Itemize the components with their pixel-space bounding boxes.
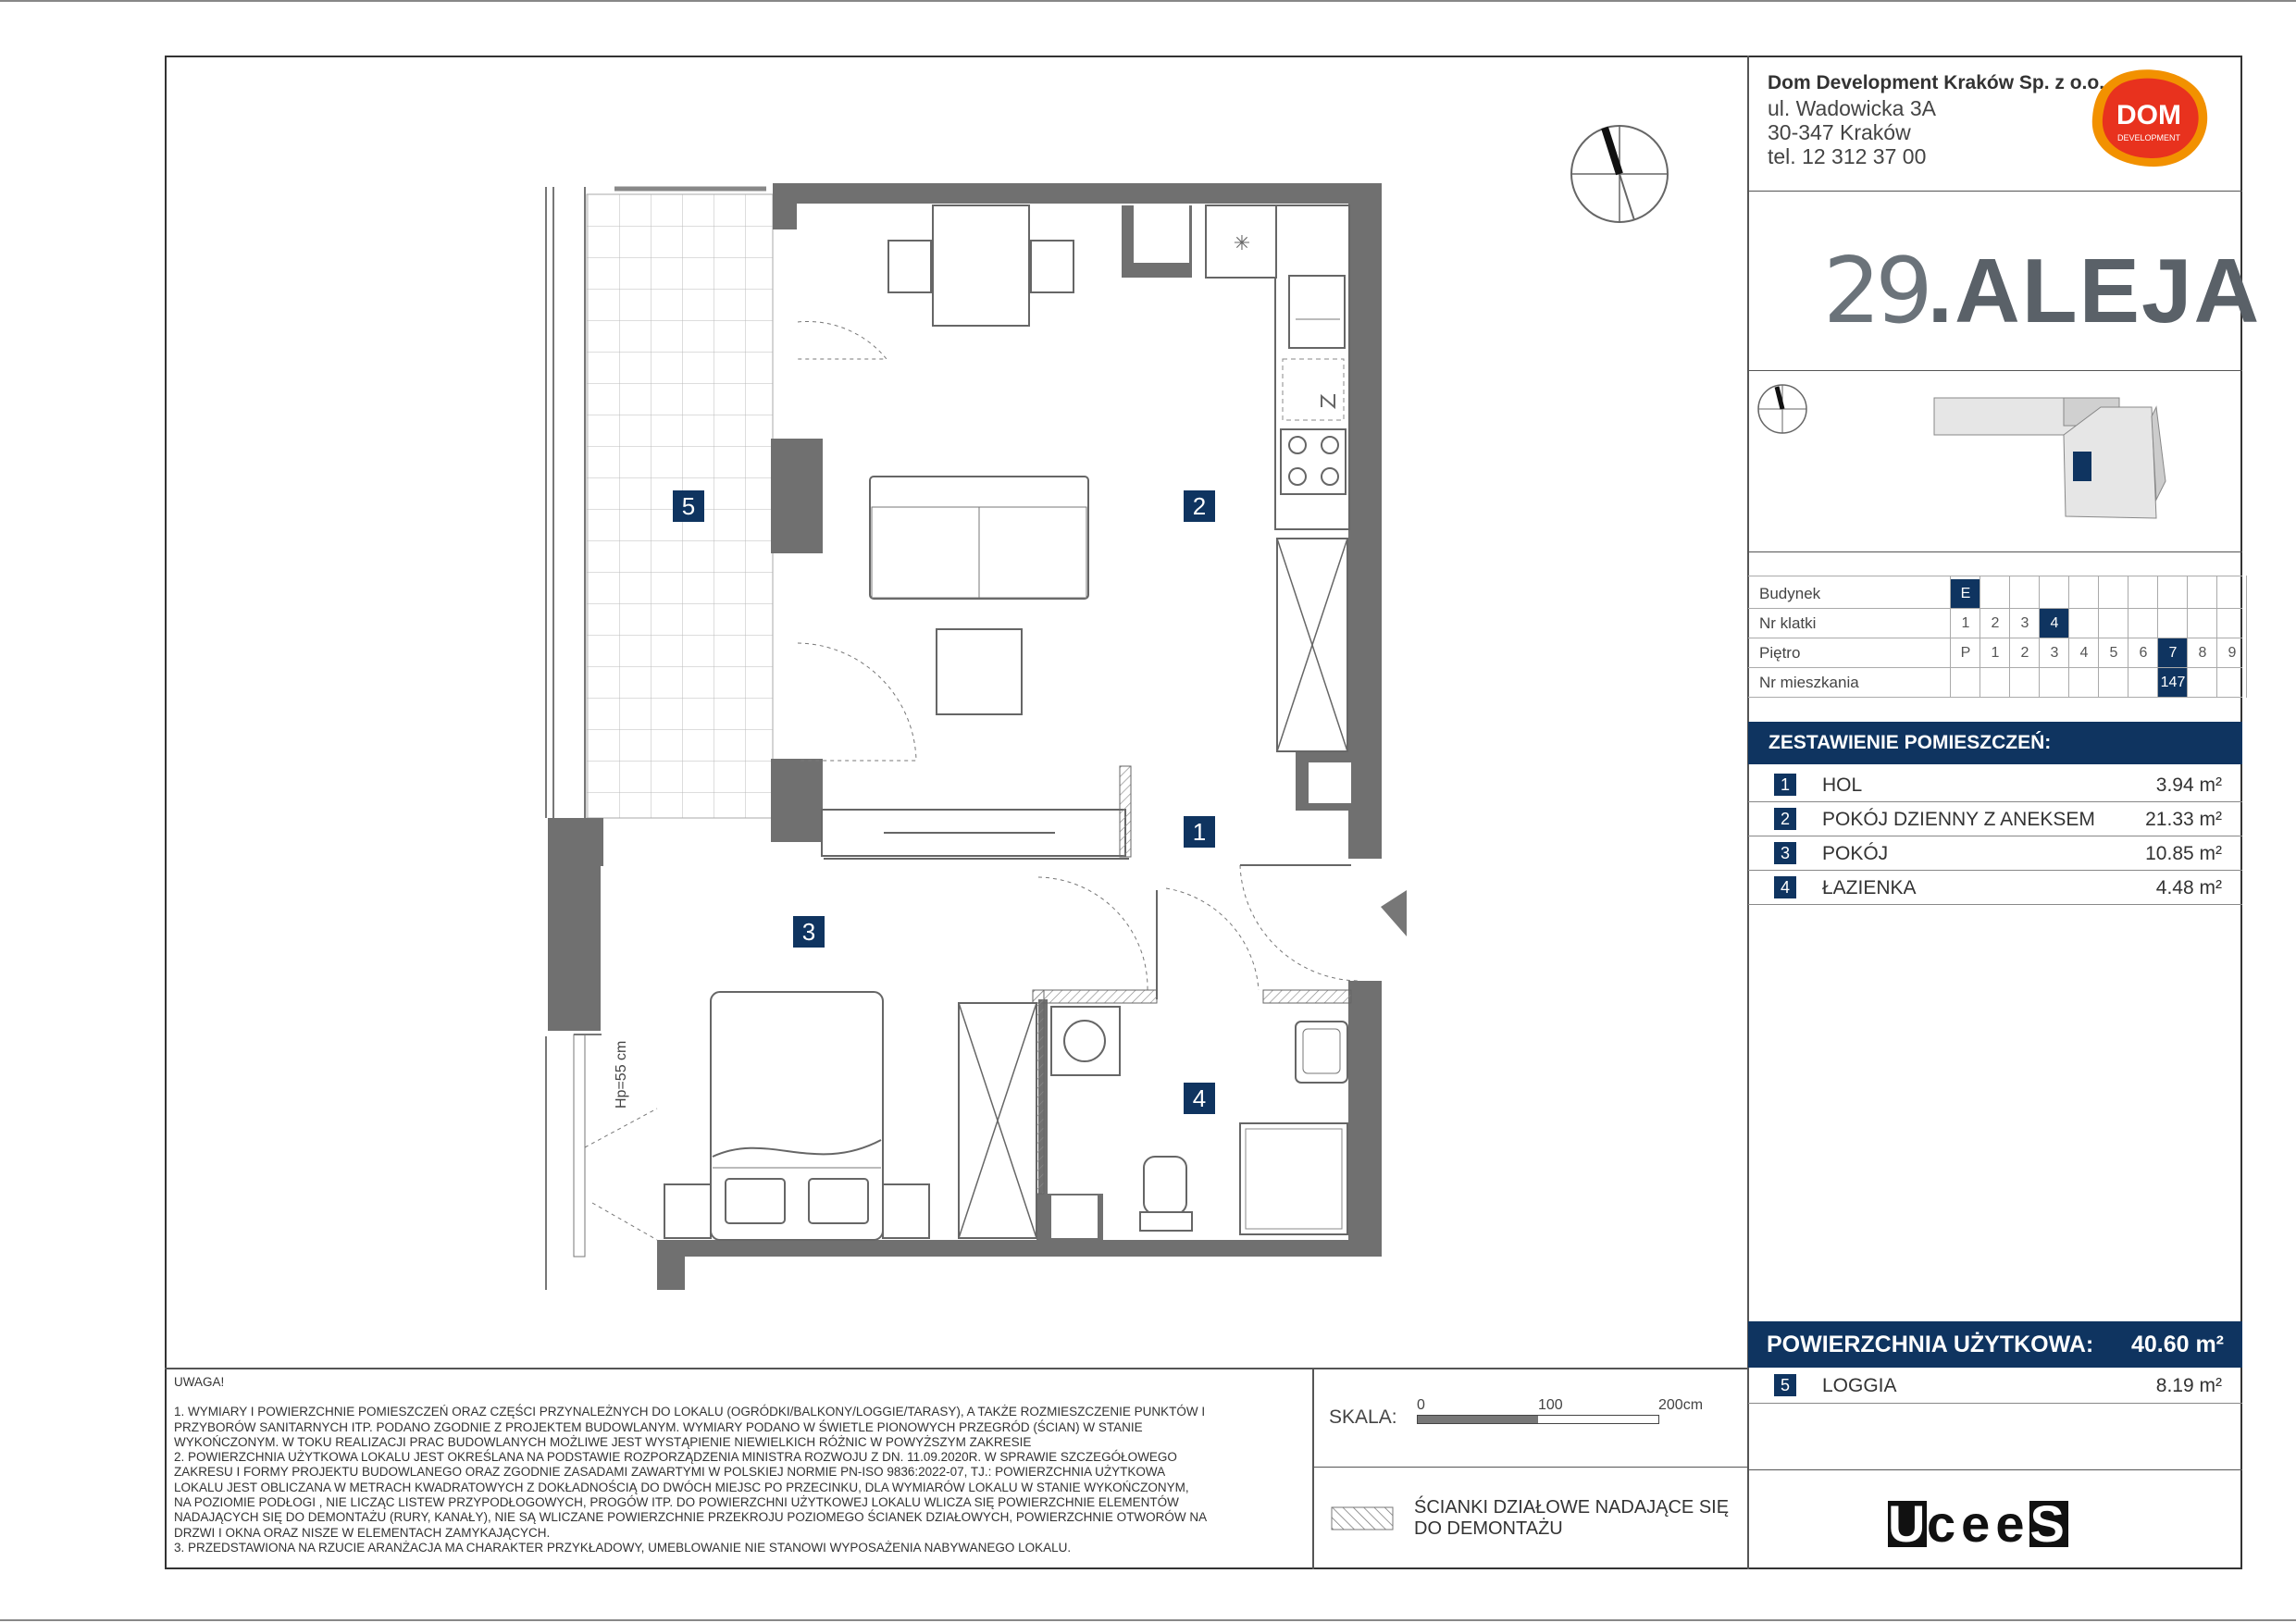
room-number: 4 <box>1774 876 1796 898</box>
room-number: 3 <box>1774 842 1796 864</box>
legend-text-2: DO DEMONTAŻU <box>1414 1518 1563 1539</box>
location-grid-cell: 8 <box>2187 638 2217 667</box>
project-word: ALEJA <box>1954 240 2262 341</box>
notes-line: 3. PRZEDSTAWIONA NA RZUCIE ARANŻACJA MA CHARAKTER PRZYKŁADOWY, UMEBLOWANIE NIE STANOWI WYPOSAŻENIA NABYWANEGO LOKALU. <box>174 1540 1072 1555</box>
location-grid-cell: 147 <box>2157 668 2188 697</box>
site-key-plan <box>1934 398 2166 518</box>
plan-label-room-1: 1 <box>1184 816 1215 848</box>
location-grid-label: Nr klatki <box>1759 614 1817 632</box>
room-name: POKÓJ <box>1822 843 1889 864</box>
notes-line: PRZYBORÓW SANITARNYCH ITP. PODANO ZGODNIE Z PROJEKTEM BUDOWLANYM. WYMIARY PODANO W ŚWIETLE PIONOWYCH PRZEGRÓD (ŚCIAN) W STANIE <box>174 1419 1143 1434</box>
loggia-name: LOGGIA <box>1822 1375 1897 1396</box>
location-grid-cell: 1 <box>1950 609 1980 638</box>
location-grid-cell: 1 <box>1980 638 2010 667</box>
room-area: 3.94 m² <box>2155 774 2222 796</box>
scale-tick-200: 200cm <box>1658 1397 1704 1413</box>
company-phone: tel. 12 312 37 00 <box>1768 144 1927 168</box>
logo-text-sub: DEVELOPMENT <box>2116 133 2181 142</box>
project-dot: . <box>1927 240 1955 341</box>
ucees-letter-c: c <box>1927 1494 1962 1553</box>
location-grid-cell: 4 <box>2039 609 2069 638</box>
location-grid-cell: 4 <box>2068 638 2099 667</box>
location-grid-label: Nr mieszkania <box>1759 674 1859 691</box>
notes-line: 1. WYMIARY I POWIERZCHNIE POMIESZCZEŃ ORAZ CZĘŚCI PRZYNALEŻNYCH DO LOKALU (OGRÓDKI/BALKONY/LOGGIE/TARASY), A TAKŻE ROZMIESZCZENIE PUNKTÓW I <box>174 1405 1206 1419</box>
svg-text:✳: ✳ <box>1233 231 1251 254</box>
rooms-header: ZESTAWIENIE POMIESZCZEŃ: <box>1748 722 2242 764</box>
notes-title: UWAGA! <box>174 1375 225 1389</box>
location-grid-label: Budynek <box>1759 585 1821 602</box>
room-name: HOL <box>1822 774 1863 796</box>
room-name: ŁAZIENKA <box>1822 877 1917 898</box>
logo-text-main: DOM <box>2116 100 2181 130</box>
ucees-letter-u: U <box>1888 1494 1931 1553</box>
location-grid-cell: 3 <box>2009 609 2040 638</box>
plan-label-room-2: 2 <box>1184 490 1215 522</box>
scale-tick-0: 0 <box>1417 1397 1425 1413</box>
loggia-number: 5 <box>1774 1374 1796 1396</box>
window-note: Hp=55 cm <box>614 1040 629 1109</box>
room-name: POKÓJ DZIENNY Z ANEKSEM <box>1822 809 2095 830</box>
location-grid-cell: 2 <box>2009 638 2040 667</box>
company-city: 30-347 Kraków <box>1768 120 1911 144</box>
plan-label-room-4: 4 <box>1184 1083 1215 1114</box>
legend-text-1: ŚCIANKI DZIAŁOWE NADAJĄCE SIĘ <box>1414 1497 1730 1518</box>
location-grid-cell: 7 <box>2157 638 2188 667</box>
notes-line: NADAJĄCYCH SIĘ DO DEMONTAŻU (RURY, KANAŁY), NIE SĄ WLICZANE POWIERZCHNIE PRZEKROJU POZIOMEGO ŚCIANEK DZIAŁOWYCH, POWIERZCHNIE OTWORÓW NA <box>174 1510 1208 1525</box>
scale-label: SKALA: <box>1329 1406 1397 1428</box>
ucees-letter-e2: e <box>1995 1494 2030 1553</box>
ucees-letter-e1: e <box>1961 1494 1996 1553</box>
notes-line: WYKOŃCZONYM. W TOKU REALIZACJI PRAC BUDOWLANYCH MOŻLIWE JEST WYSTĄPIENIE NIEWIELKICH RÓŻNIC W POWYŻSZYM ZAKRESIE <box>174 1434 1032 1449</box>
company-street: ul. Wadowicka 3A <box>1768 96 1936 120</box>
room-number: 1 <box>1774 774 1796 796</box>
company-name: Dom Development Kraków Sp. z o.o. <box>1768 72 2105 93</box>
room-area: 10.85 m² <box>2145 843 2222 864</box>
usable-area-value: 40.60 m² <box>2130 1332 2224 1357</box>
entrance-arrow <box>1381 890 1407 936</box>
notes-line: NA POZIOMIE PODŁOGI , NIE LICZĄC LISTEW PRZYPODŁOGOWYCH, PROGÓW ITP. DO POWIERZCHNI UŻYTKOWEJ LOKALU WLICZA SIĘ POWIERZCHNIE ELEMENTÓW <box>174 1495 1179 1510</box>
small-compass <box>1758 385 1806 433</box>
location-grid-cell: E <box>1950 579 1980 608</box>
notes-line: DRZWI I OKNA ORAZ NISZE W ELEMENTACH ZAMYKAJĄCYCH. <box>174 1525 551 1540</box>
notes-line: LOKALU JEST OBLICZANA W METRACH KWADRATOWYCH Z DOKŁADNOŚCIĄ DO DWÓCH MIEJSC PO PRZECINKU, DLA WYMIARÓW LOKALU W STANIE WYKOŃCZONYM, <box>174 1480 1189 1494</box>
location-grid-cell: 2 <box>1980 609 2010 638</box>
location-grid-cell: 9 <box>2216 638 2247 667</box>
room-area: 21.33 m² <box>2145 809 2222 830</box>
notes-line: 2. POWIERZCHNIA UŻYTKOWA LOKALU JEST OKREŚLANA NA PODSTAWIE ROZPORZĄDZENIA MINISTRA ROZWOJU Z DN. 11.09.2020R. W SPRAWIE SZCZEGÓŁOWEGO <box>174 1450 1177 1465</box>
compass-rose <box>1571 126 1668 222</box>
ucees-letter-s: S <box>2029 1494 2070 1553</box>
location-grid-cell: 3 <box>2039 638 2069 667</box>
plan-label-room-3: 3 <box>793 916 825 948</box>
room-area: 4.48 m² <box>2155 877 2222 898</box>
location-grid-cell: 5 <box>2098 638 2128 667</box>
room-number: 2 <box>1774 808 1796 830</box>
project-number: 29 <box>1823 239 1928 344</box>
usable-area-label: POWIERZCHNIA UŻYTKOWA: <box>1767 1332 2094 1357</box>
notes-line: ZAKRESU I FORMY PROJEKTU BUDOWLANEGO ORAZ ZGODNIE ZASADAMI ZAWARTYMI W POLSKIEJ NORMIE PN-ISO 9836:2022-07, TJ.: POWIERZCHNIA UŻYTKOWA <box>174 1465 1166 1480</box>
plan-label-room-5: 5 <box>673 490 704 522</box>
location-grid-cell: P <box>1950 638 1980 667</box>
loggia-area: 8.19 m² <box>2155 1375 2222 1396</box>
location-grid-label: Piętro <box>1759 644 1801 662</box>
scale-tick-100: 100 <box>1538 1397 1563 1413</box>
location-grid-cell: 6 <box>2128 638 2158 667</box>
